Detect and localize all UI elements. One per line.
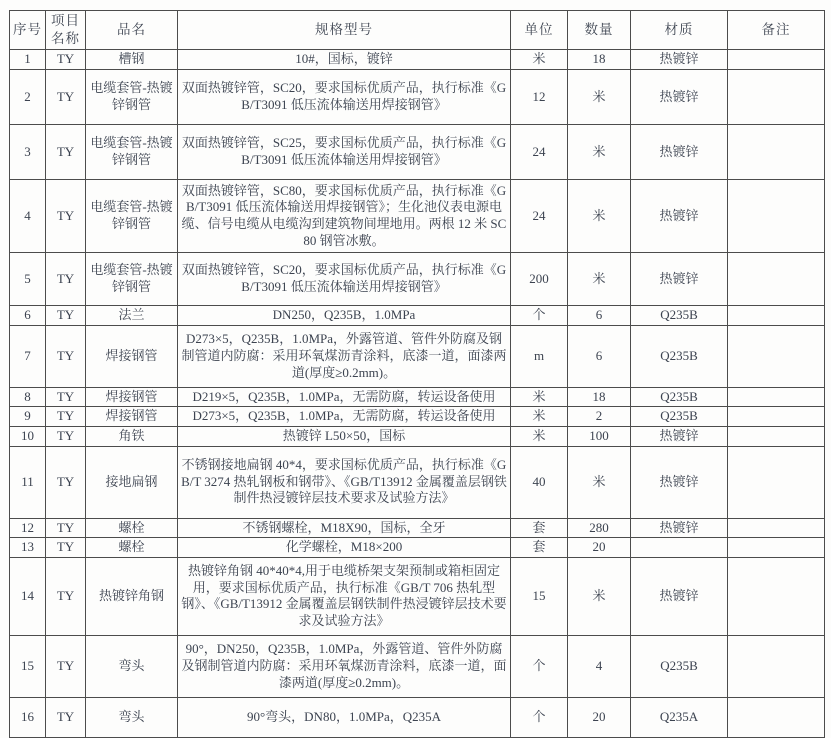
cell-project: TY [46,125,86,180]
cell-qty: 18 [568,387,631,407]
cell-project: TY [46,518,86,538]
cell-serial: 9 [10,407,46,427]
cell-spec: 不锈钢接地扁钢 40*4，要求国标优质产品，执行标准《GB/T 3274 热轧钢板和钢带》、《GB/T13912 金属覆盖层钢铁制件热浸镀锌层技术要求及试验方法》 [178,446,511,518]
cell-serial: 8 [10,387,46,407]
cell-unit: 个 [511,306,568,326]
cell-spec: 90°，DN250，Q235B，1.0MPa，外露管道、管件外防腐及钢制管道内防腐：采用环氧煤沥青涂料，底漆一道，面漆两道(厚度≥0.2mm)。 [178,635,511,697]
cell-spec: 热镀锌角钢 40*40*4,用于电缆桥架支架预制或箱柜固定用，要求国标优质产品，执行标准《GB/T 706 热轧型钢》、《GB/T13912 金属覆盖层钢铁制件热浸镀锌层技术要求及试验方法》 [178,557,511,635]
cell-serial: 10 [10,426,46,446]
cell-qty: 米 [568,70,631,125]
table-row [10,70,825,125]
cell-qty: 18 [568,50,631,70]
table-row [10,387,825,407]
col-header-qty: 数量 [568,11,631,50]
cell-material: Q235B [631,407,728,427]
cell-name: 弯头 [86,697,178,737]
cell-material: Q235B [631,387,728,407]
cell-unit: 米 [511,50,568,70]
cell-unit: 200 [511,253,568,306]
cell-unit: 米 [511,407,568,427]
table-row [10,518,825,538]
cell-material: 热镀锌 [631,518,728,538]
table-row [10,180,825,253]
cell-qty: 米 [568,125,631,180]
cell-name: 弯头 [86,635,178,697]
cell-spec: 10#，国标，镀锌 [178,50,511,70]
cell-qty: 4 [568,635,631,697]
table-row [10,407,825,427]
table-row [10,125,825,180]
cell-spec: D273×5，Q235B，1.0MPa，外露管道、管件外防腐及钢制管道内防腐：采用环氧煤沥青涂料，底漆一道，面漆两道(厚度≥0.2mm)。 [178,325,511,387]
header-row [10,11,825,50]
cell-material: 热镀锌 [631,70,728,125]
table-row [10,253,825,306]
cell-spec: D219×5，Q235B，1.0MPa，无需防腐，转运设备使用 [178,387,511,407]
cell-project: TY [46,697,86,737]
cell-remark [728,70,825,125]
cell-name: 电缆套管-热镀锌钢管 [86,70,178,125]
cell-qty: 米 [568,253,631,306]
cell-spec: D273×5，Q235B，1.0MPa，无需防腐，转运设备使用 [178,407,511,427]
cell-remark [728,557,825,635]
col-header-unit: 单位 [511,11,568,50]
cell-name: 焊接钢管 [86,325,178,387]
cell-qty: 280 [568,518,631,538]
col-header-spec: 规格型号 [178,11,511,50]
cell-unit: 米 [511,387,568,407]
cell-spec: 双面热镀锌管，SC20，要求国标优质产品，执行标准《GB/T3091 低压流体输送用焊接钢管》 [178,253,511,306]
cell-unit: 米 [511,426,568,446]
cell-spec: 双面热镀锌管，SC25，要求国标优质产品，执行标准《GB/T3091 低压流体输送用焊接钢管》 [178,125,511,180]
cell-name: 热镀锌角钢 [86,557,178,635]
col-header-serial: 序号 [10,11,46,50]
cell-project: TY [46,557,86,635]
cell-remark [728,426,825,446]
cell-qty: 米 [568,557,631,635]
cell-unit: 套 [511,518,568,538]
cell-spec: 双面热镀锌管，SC80，要求国标优质产品，执行标准《GB/T3091 低压流体输送用焊接钢管》；生化池仪表电源电缆、信号电缆从电缆沟到建筑物间埋地用。两根 12 米 SC80 钢管冰敷。 [178,180,511,253]
cell-qty: 2 [568,407,631,427]
cell-unit: 套 [511,538,568,558]
table-row [10,426,825,446]
cell-serial: 13 [10,538,46,558]
cell-remark [728,180,825,253]
cell-serial: 5 [10,253,46,306]
table-row [10,306,825,326]
cell-unit: 个 [511,635,568,697]
table-row [10,697,825,737]
cell-remark [728,306,825,326]
cell-remark [728,387,825,407]
cell-qty: 20 [568,538,631,558]
cell-project: TY [46,180,86,253]
cell-project: TY [46,635,86,697]
cell-serial: 7 [10,325,46,387]
cell-name: 螺栓 [86,538,178,558]
cell-remark [728,50,825,70]
cell-remark [728,325,825,387]
cell-qty: 100 [568,426,631,446]
cell-material [631,538,728,558]
cell-spec: 双面热镀锌管，SC20，要求国标优质产品，执行标准《GB/T3091 低压流体输送用焊接钢管》 [178,70,511,125]
cell-unit: 15 [511,557,568,635]
cell-material: Q235B [631,306,728,326]
cell-project: TY [46,426,86,446]
cell-qty: 6 [568,306,631,326]
cell-serial: 6 [10,306,46,326]
cell-material: Q235B [631,325,728,387]
cell-name: 电缆套管-热镀锌钢管 [86,125,178,180]
cell-unit: 40 [511,446,568,518]
cell-name: 接地扁钢 [86,446,178,518]
cell-name: 法兰 [86,306,178,326]
cell-spec: 90°弯头，DN80，1.0MPa，Q235A [178,697,511,737]
cell-spec: 热镀锌 L50×50，国标 [178,426,511,446]
cell-spec: 不锈钢螺栓，M18X90，国标，全牙 [178,518,511,538]
cell-name: 螺栓 [86,518,178,538]
cell-remark [728,253,825,306]
cell-spec: 化学螺栓，M18×200 [178,538,511,558]
cell-project: TY [46,538,86,558]
table-row [10,538,825,558]
table-row [10,446,825,518]
cell-material: 热镀锌 [631,180,728,253]
table-body [10,50,825,737]
cell-unit: m [511,325,568,387]
cell-spec: DN250，Q235B，1.0MPa [178,306,511,326]
cell-qty: 米 [568,446,631,518]
cell-name: 电缆套管-热镀锌钢管 [86,180,178,253]
cell-qty: 20 [568,697,631,737]
cell-project: TY [46,407,86,427]
cell-name: 焊接钢管 [86,407,178,427]
cell-remark [728,635,825,697]
cell-unit: 12 [511,70,568,125]
cell-name: 槽钢 [86,50,178,70]
cell-serial: 4 [10,180,46,253]
cell-serial: 3 [10,125,46,180]
cell-project: TY [46,325,86,387]
cell-material: 热镀锌 [631,253,728,306]
cell-qty: 6 [568,325,631,387]
table-row [10,635,825,697]
table-row [10,325,825,387]
cell-serial: 16 [10,697,46,737]
cell-unit: 24 [511,125,568,180]
cell-remark [728,518,825,538]
cell-qty: 米 [568,180,631,253]
cell-unit: 个 [511,697,568,737]
cell-serial: 15 [10,635,46,697]
cell-material: 热镀锌 [631,446,728,518]
materials-table [9,10,825,738]
cell-serial: 12 [10,518,46,538]
cell-project: TY [46,446,86,518]
cell-project: TY [46,387,86,407]
col-header-material: 材质 [631,11,728,50]
cell-name: 角铁 [86,426,178,446]
col-header-project: 项目名称 [46,11,86,50]
cell-project: TY [46,50,86,70]
cell-material: 热镀锌 [631,125,728,180]
cell-remark [728,446,825,518]
cell-serial: 14 [10,557,46,635]
cell-name: 电缆套管-热镀锌钢管 [86,253,178,306]
cell-remark [728,407,825,427]
cell-project: TY [46,70,86,125]
cell-remark [728,697,825,737]
cell-name: 焊接钢管 [86,387,178,407]
table-row [10,50,825,70]
cell-serial: 11 [10,446,46,518]
cell-material: 热镀锌 [631,426,728,446]
cell-material: Q235B [631,635,728,697]
cell-serial: 2 [10,70,46,125]
cell-serial: 1 [10,50,46,70]
col-header-remark: 备注 [728,11,825,50]
cell-unit: 24 [511,180,568,253]
cell-material: 热镀锌 [631,50,728,70]
table-row [10,557,825,635]
cell-remark [728,125,825,180]
cell-material: 热镀锌 [631,557,728,635]
cell-project: TY [46,306,86,326]
cell-material: Q235A [631,697,728,737]
col-header-name: 品名 [86,11,178,50]
cell-remark [728,538,825,558]
cell-project: TY [46,253,86,306]
